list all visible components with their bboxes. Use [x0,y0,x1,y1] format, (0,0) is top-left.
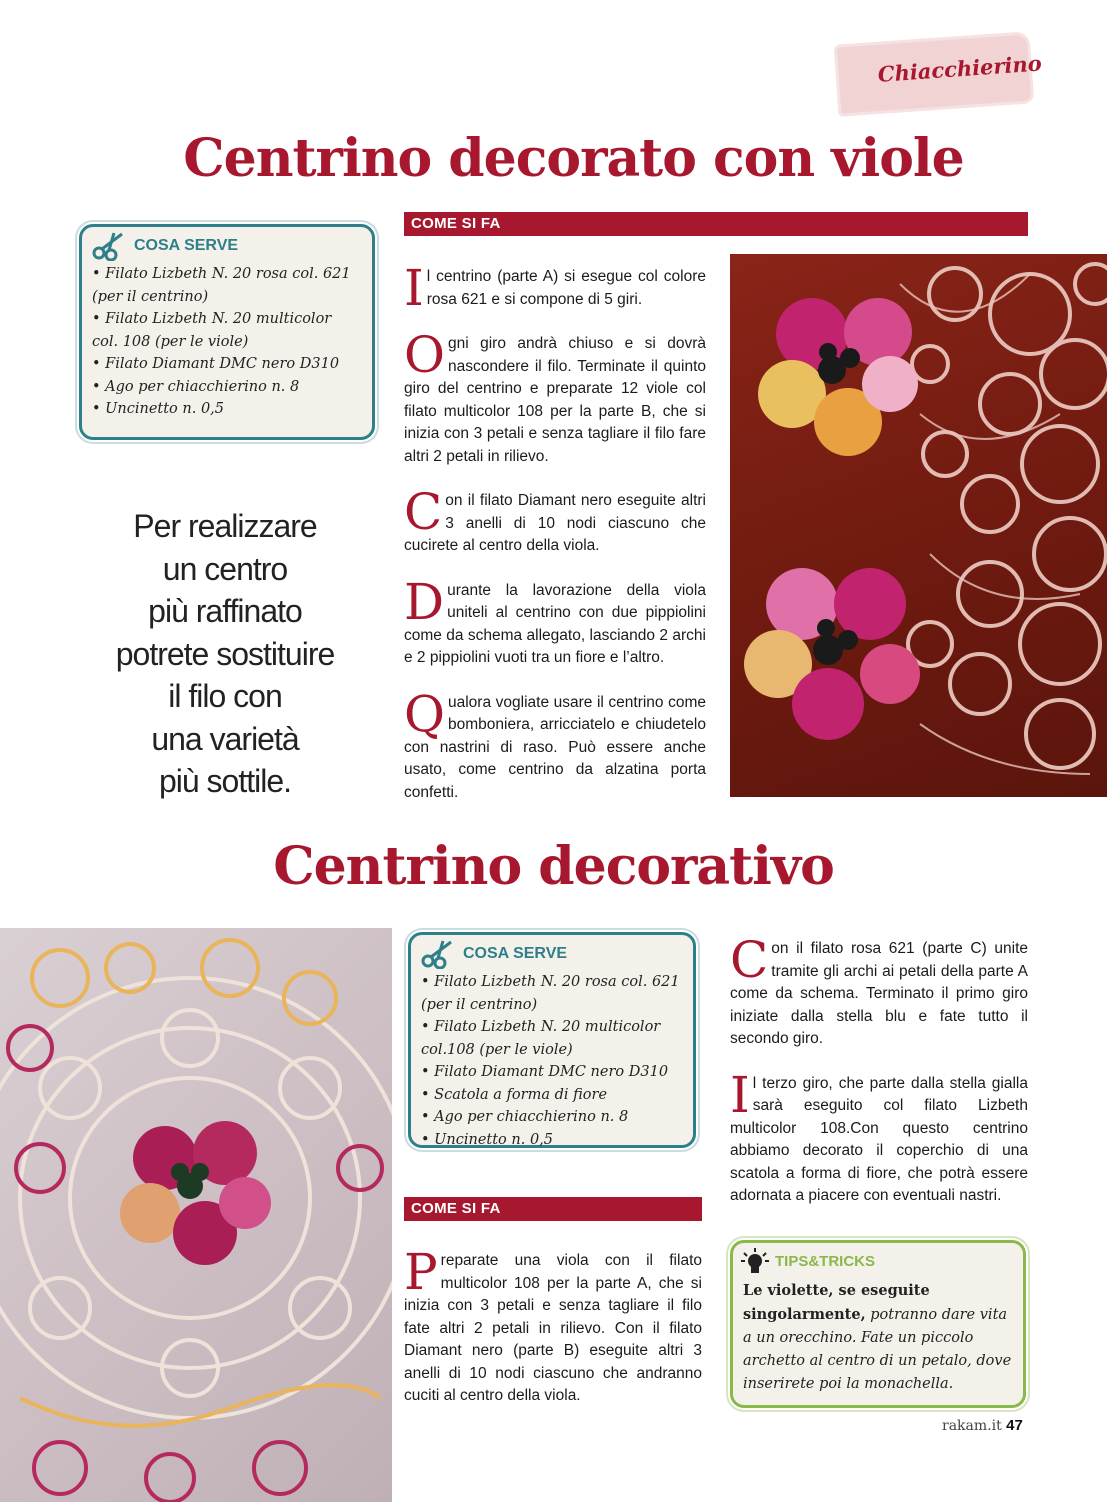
page-number: 47 [1006,1417,1023,1434]
materials-header [82,227,372,261]
article2-howto-bar: COME SI FA [404,1197,702,1221]
dropcap: C [404,483,443,541]
paragraph-text: on il filato rosa 621 (parte C) unite tramite gli archi ai petali della parte A come da schema. Terminato il primo giro iniziate dalla stella blu e fate tutto il secondo giro. [730,940,1028,1047]
paragraph [404,684,706,805]
dropcap: C [730,931,769,989]
list-item: (per il centrino) [92,288,209,305]
paragraph [730,1065,1028,1208]
dropcap: P [404,1243,438,1301]
paragraph-text: l centrino (parte A) si esegue col colore rosa 621 e si compone di 5 giri. [426,268,706,308]
article1-body [404,259,706,826]
materials-list [411,969,693,1151]
list-item: • Uncinetto n. 0,5 [421,1131,554,1148]
scissors-icon [92,231,126,261]
page-footer [942,1417,1023,1434]
dropcap: I [730,1065,750,1124]
tips-heading: TIPS&TRICKS [775,1252,876,1270]
list-item: • Filato Lizbeth N. 20 multicolor [421,1019,661,1035]
article2-title: Centrino decorativo [273,836,834,897]
list-item: • Scatola a forma di fiore [421,1086,608,1103]
tips-header [733,1243,1023,1275]
paragraph-text: on il filato Diamant nero eseguite altri 3 anelli di 10 nodi ciascuno che cucirete al centro della viola. [404,492,706,554]
materials-header [411,935,693,969]
article2-howto-body [404,1243,702,1430]
list-item: • Filato Diamant DMC nero D310 [92,356,340,372]
list-item: • Ago per chiacchierino n. 8 [421,1109,629,1125]
paragraph-text: l terzo giro, che parte dalla stella gialla sarà eseguito col filato Lizbeth multicolor 108.Con questo centrino abbiamo decorato il coperchio di una scatola a forma di fiore, che potrà essere adornata a piacere con eventuali nastri. [730,1074,1028,1204]
article1-materials-box [79,224,375,440]
list-item: (per il centrino) [421,996,538,1013]
quote-line: una varietà [151,720,299,757]
article1-title: Centrino decorato con viole [183,128,964,189]
article1-howto-bar: COME SI FA [404,212,1028,236]
dropcap: D [404,572,445,631]
list-item: • Filato Lizbeth N. 20 rosa col. 621 [92,266,351,282]
list-item: • Filato Lizbeth N. 20 rosa col. 621 [421,974,680,990]
lace-illustration [0,928,392,1502]
pull-quote [80,505,370,803]
list-item: • Filato Lizbeth N. 20 multicolor [92,311,332,327]
tips-text [733,1275,1023,1396]
paragraph [404,259,706,317]
materials-heading: COSA SERVE [134,237,239,254]
quote-line: più raffinato [148,593,302,629]
list-item: • Ago per chiacchierino n. 8 [92,378,300,395]
quote-line: potrete sostituire [115,635,335,672]
paragraph-text: gni giro andrà chiuso e si dovrà nascondere il filo. Terminate il quinto giro del centrino e preparate 12 viole col filato multicolor 108 per la parte B, che si inizia con 3 petali e senza tagliare il filo fare altri 2 petali in rilievo. [404,335,706,465]
quote-line: più sottile. [158,763,292,799]
paragraph [404,326,706,468]
tips-bold-text: Le violette, se eseguite singolarmente, [743,1282,930,1323]
materials-list [82,261,372,421]
quote-line: Per realizzare [133,508,317,544]
list-item: • Filato Diamant DMC nero D310 [421,1064,669,1080]
tips-italic-text: potranno dare vita a un orecchino. Fate un piccolo archetto al centro di un petalo, dove inserirete poi la monachella. [743,1307,1012,1392]
paragraph-text: reparate una viola con il filato multicolor 108 per la parte A, che si inizia con 3 petali e senza tagliare il filo fate altri 2 petali in rilievo. Con il filato Diamant nero (parte B) eseguite altri 3 anelli di 10 nodi ciascuno che andranno cuciti al centro della viola. [404,1252,702,1404]
paragraph [404,483,706,558]
paragraph [404,572,706,670]
scissors-icon [421,939,455,969]
violets-doily-photo [730,254,1107,797]
materials-heading: COSA SERVE [463,945,568,962]
dropcap: I [404,259,424,317]
article2-right-body [730,931,1028,1230]
list-item: col. 108 (per le viole) [92,333,249,350]
article2-materials-box [408,932,696,1148]
dropcap: O [404,326,445,384]
tips-box [730,1240,1026,1408]
list-item: col.108 (per le viole) [421,1041,573,1058]
paragraph-text: urante la lavorazione della viola uniteli al centrino con due pippiolini come da schema allegato, lasciando 2 archi e 2 pippiolini vuoti tra un fiore e l’altro. [404,581,706,666]
dropcap: Q [404,684,445,743]
section-tag-label: Chiacchierino [877,50,1043,87]
section-tag [834,31,1043,116]
quote-line: un centro [162,550,288,587]
list-item: • Uncinetto n. 0,5 [92,401,225,417]
quote-line: il filo con [168,678,282,714]
lightbulb-icon [741,1247,769,1275]
site-name: rakam.it [942,1418,1002,1434]
paragraph-text: ualora vogliate usare il centrino come bomboniera, arricciatelo e chiudetelo con nastrini di raso. Può essere anche usato, come centrino da alzatina porta confetti. [404,693,706,801]
decorative-doily-photo [0,928,392,1502]
paragraph [730,931,1028,1051]
paragraph [404,1243,702,1408]
lace-illustration [730,254,1107,797]
